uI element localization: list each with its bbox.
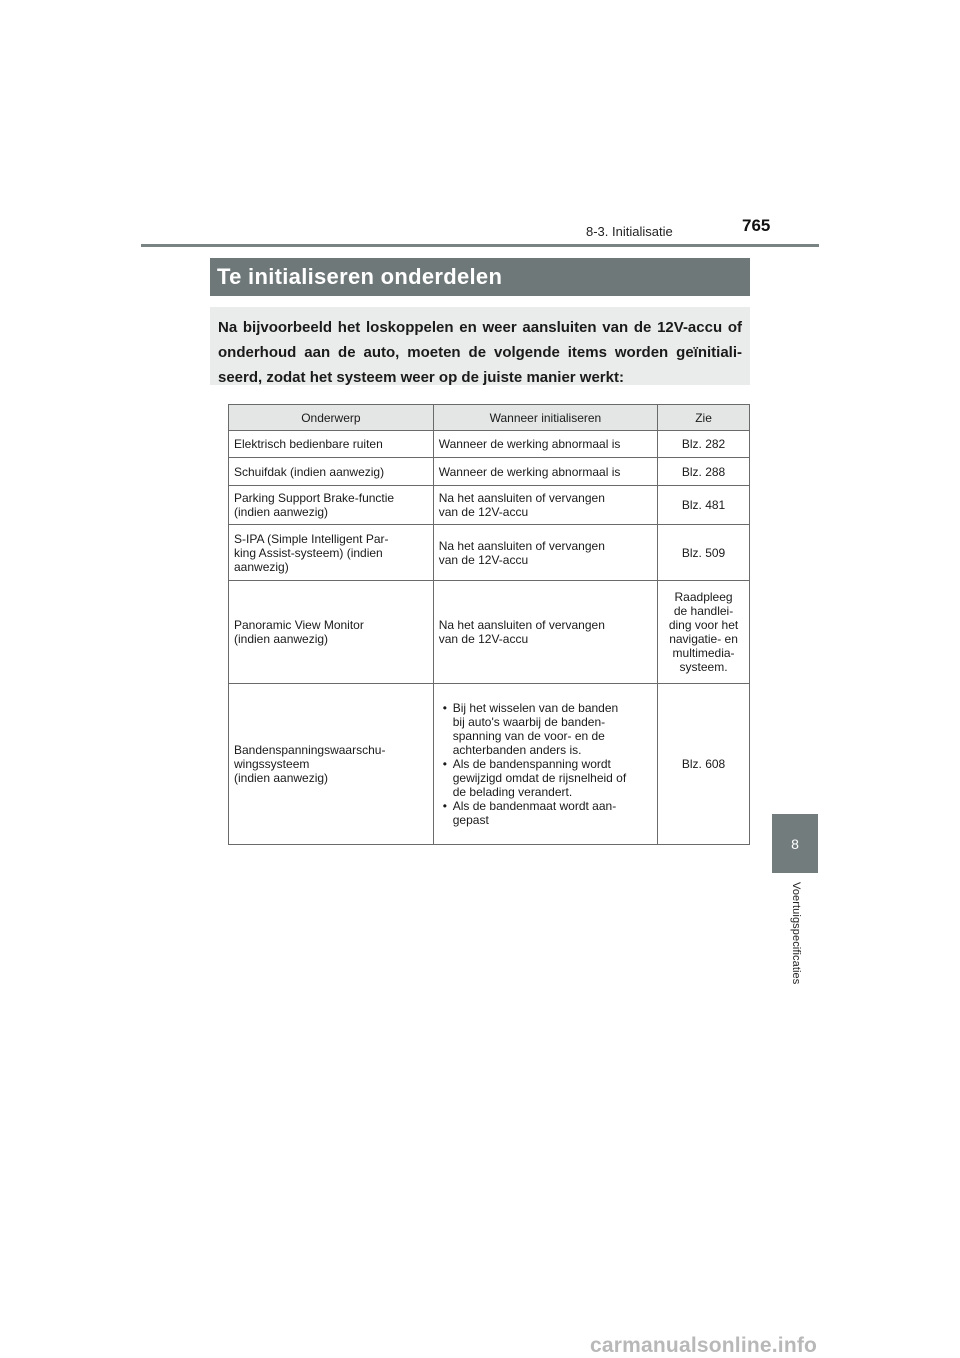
site-watermark: carmanualsonline.info: [590, 1334, 818, 1357]
cell-text-line: Bandenspanningswaarschu-: [234, 743, 386, 757]
cell-subject: [229, 581, 434, 684]
cell-text-line: Blz. 608: [681, 757, 726, 771]
cell-when: [433, 581, 657, 684]
section-title: 8-3. Initialisatie: [586, 224, 673, 239]
cell-text-line: Blz. 509: [681, 545, 726, 560]
cell-text-line: wingssysteem: [234, 757, 310, 771]
cell-text-line: Als de bandenmaat wordt aan-: [452, 799, 617, 813]
cell-text-line: multimedia-: [672, 646, 735, 660]
cell-when: [433, 431, 657, 458]
cell-text-line: Elektrisch bedienbare ruiten: [234, 437, 383, 451]
table-row: [229, 431, 750, 458]
chapter-label: [786, 882, 806, 1002]
cell-subject: [229, 525, 434, 581]
cell-text-line: van de 12V-accu: [438, 505, 529, 519]
cell-text-line: navigatie- en: [669, 632, 738, 646]
table-row: [229, 486, 750, 525]
header-divider: [141, 244, 819, 247]
list-item: [439, 799, 652, 827]
cell-text-line: spanning van de voor- en de: [452, 729, 605, 743]
intro-text: Na bijvoorbeeld het loskoppelen en weer aansluiten van de 12V-accu of onderhoud aan de auto, moeten de volgende items worden geïnitiali-seerd, zodat het systeem weer op de juiste manier werkt:: [210, 307, 750, 385]
cell-text-line: Blz. 288: [681, 464, 726, 479]
column-header-when: Wanneer initialiseren: [433, 405, 657, 431]
cell-text-line: Na het aansluiten of vervangen: [438, 618, 605, 632]
table-row: [229, 581, 750, 684]
initialization-table: [228, 404, 750, 845]
table-row: [229, 525, 750, 581]
cell-reference: [658, 486, 750, 525]
table-header-row: [229, 405, 750, 431]
chapter-tab[interactable]: [772, 814, 818, 873]
chapter-number: 8: [791, 835, 799, 852]
cell-text-line: Blz. 282: [681, 437, 726, 451]
cell-text-line: de handlei-: [673, 604, 734, 618]
cell-subject: [229, 486, 434, 525]
cell-text-line: ding voor het: [668, 618, 739, 632]
chapter-title: Voertuigspecificaties: [790, 882, 802, 985]
cell-text-line: Wanneer de werking abnormaal is: [438, 437, 621, 451]
cell-subject: [229, 458, 434, 486]
cell-text-line: gewijzigd omdat de rijsnelheid of: [452, 771, 627, 785]
list-item: [439, 757, 652, 799]
cell-reference: [658, 684, 750, 845]
list-item: [439, 701, 652, 757]
cell-text-line: Bij het wisselen van de banden: [452, 701, 619, 715]
cell-text-line: aanwezig): [234, 559, 289, 574]
condition-list: [439, 701, 652, 827]
cell-text-line: van de 12V-accu: [438, 552, 529, 567]
cell-when: [433, 458, 657, 486]
cell-when: [433, 684, 657, 845]
cell-text-line: achterbanden anders is.: [452, 743, 582, 757]
cell-text-line: gepast: [452, 813, 489, 827]
page-title: Te initialiseren onderdelen: [210, 258, 750, 296]
cell-when: [433, 525, 657, 581]
cell-text-line: (indien aanwezig): [234, 505, 329, 519]
cell-text-line: Na het aansluiten of vervangen: [438, 538, 605, 553]
cell-text-line: (indien aanwezig): [234, 771, 329, 785]
cell-text-line: systeem.: [679, 660, 728, 674]
cell-text-line: van de 12V-accu: [438, 632, 529, 646]
column-header-subject: Onderwerp: [229, 405, 434, 431]
cell-subject: [229, 684, 434, 845]
cell-text-line: Raadpleeg: [674, 590, 733, 604]
cell-text-line: Wanneer de werking abnormaal is: [438, 464, 621, 479]
cell-text-line: Blz. 481: [681, 498, 726, 512]
cell-text-line: Schuifdak (indien aanwezig): [234, 464, 385, 479]
cell-reference: [658, 431, 750, 458]
cell-text-line: bij auto's waarbij de banden-: [452, 715, 606, 729]
page-number: 765: [742, 216, 771, 235]
cell-text-line: (indien aanwezig): [234, 632, 329, 646]
cell-text-line: Parking Support Brake-functie: [234, 491, 395, 505]
cell-text-line: de belading verandert.: [452, 785, 573, 799]
cell-text-line: Als de bandenspanning wordt: [452, 757, 611, 771]
cell-reference: [658, 581, 750, 684]
column-header-reference: Zie: [658, 405, 750, 431]
table-row: [229, 458, 750, 486]
cell-text-line: S-IPA (Simple Intelligent Par-: [234, 531, 389, 546]
cell-reference: [658, 525, 750, 581]
cell-reference: [658, 458, 750, 486]
cell-text-line: king Assist-systeem) (indien: [234, 545, 383, 560]
cell-subject: [229, 431, 434, 458]
cell-text-line: Na het aansluiten of vervangen: [438, 491, 605, 505]
cell-text-line: Panoramic View Monitor: [234, 618, 364, 632]
cell-when: [433, 486, 657, 525]
table-row: [229, 684, 750, 845]
